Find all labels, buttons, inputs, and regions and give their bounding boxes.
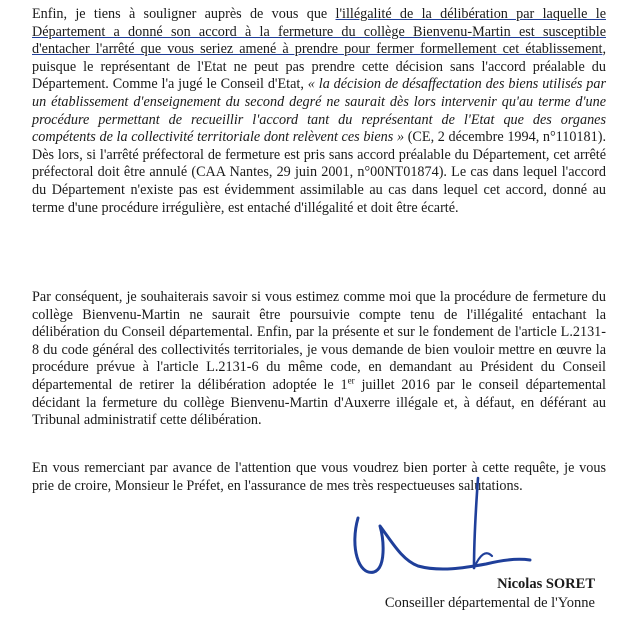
p1-quote: « la décision de désaffectation des biens utilisés par un établissement d'enseignement du second degré ne saurait dès lors intervenir qu'au terme d'une procédure permettant de recueillir l'accord tant du représentant de l'Etat que des organes compétents de la collectivité territoriale dont relèvent ces biens » xyxy=(32,76,606,146)
p2-before: Par conséquent, je souhaiterais savoir si vous estimez comme moi que la procédure de fermeture du collège Bienvenu-Martin ne saurait être poursuivie compte tenu de l'illégalité entachant la délibération du Conseil départemental. Enfin, par la présente et sur le fondement de l'article L.2131-8 du code général des collectivités territoriales, je vous demande de bien vouloir mettre en œuvre la procédure prévue à l'article L.2131-6 du même code, en demandant au Président du Conseil départemental de retirer la délibération adoptée le 1 xyxy=(32,289,606,393)
paragraph-request xyxy=(32,289,606,430)
p1-tail: (CE, 2 décembre 1994, n°110181). Dès lors, si l'arrêté préfectoral de fermeture est pris sans accord préalable du Département, cet arrêté préfectoral doit être annulé (CAA Nantes, 29 juin 2001, n°00NT01874). Le cas dans lequel l'accord du Département n'existe pas est évidemment assimilable au cas dans lequel cet accord, donné au terme d'une procédure irrégulière, est entaché d'illégalité et doit être écarté. xyxy=(32,129,606,216)
handwritten-signature xyxy=(340,476,540,586)
p1-underlined-text: l'illégalité de la délibération par laquelle le Département a donné son accord à la fermeture du collège Bienvenu-Martin est susceptible d'entacher l'arrêté que vous seriez amené à prendre pour fermer formellement cet établissement xyxy=(32,6,607,58)
paragraph-legal-argument xyxy=(32,6,606,217)
paragraph-closing: En vous remerciant par avance de l'attention que vous voudrez bien porter à cette requête, je vous prie de croire, Monsieur le Préfet, en l'assurance de mes très respectueuses salutations. xyxy=(32,460,606,494)
p2-after: juillet 2016 par le conseil départemental décidant la fermeture du collège Bienvenu-Martin d'Auxerre illégale et, à défaut, en déférant au Tribunal administratif cette délibération. xyxy=(32,376,606,429)
p1-mid: , puisque le représentant de l'Etat ne peut pas prendre cette décision sans l'accord préalable du Département. Comme l'a jugé le Conseil d'Etat, xyxy=(32,41,606,93)
p2-superscript: er xyxy=(347,375,355,386)
signatory-title: Conseiller départemental de l'Yonne xyxy=(384,595,595,611)
signatory-name: Nicolas SORET xyxy=(497,576,595,592)
p1-lead: Enfin, je tiens à souligner auprès de vous que xyxy=(32,6,336,22)
